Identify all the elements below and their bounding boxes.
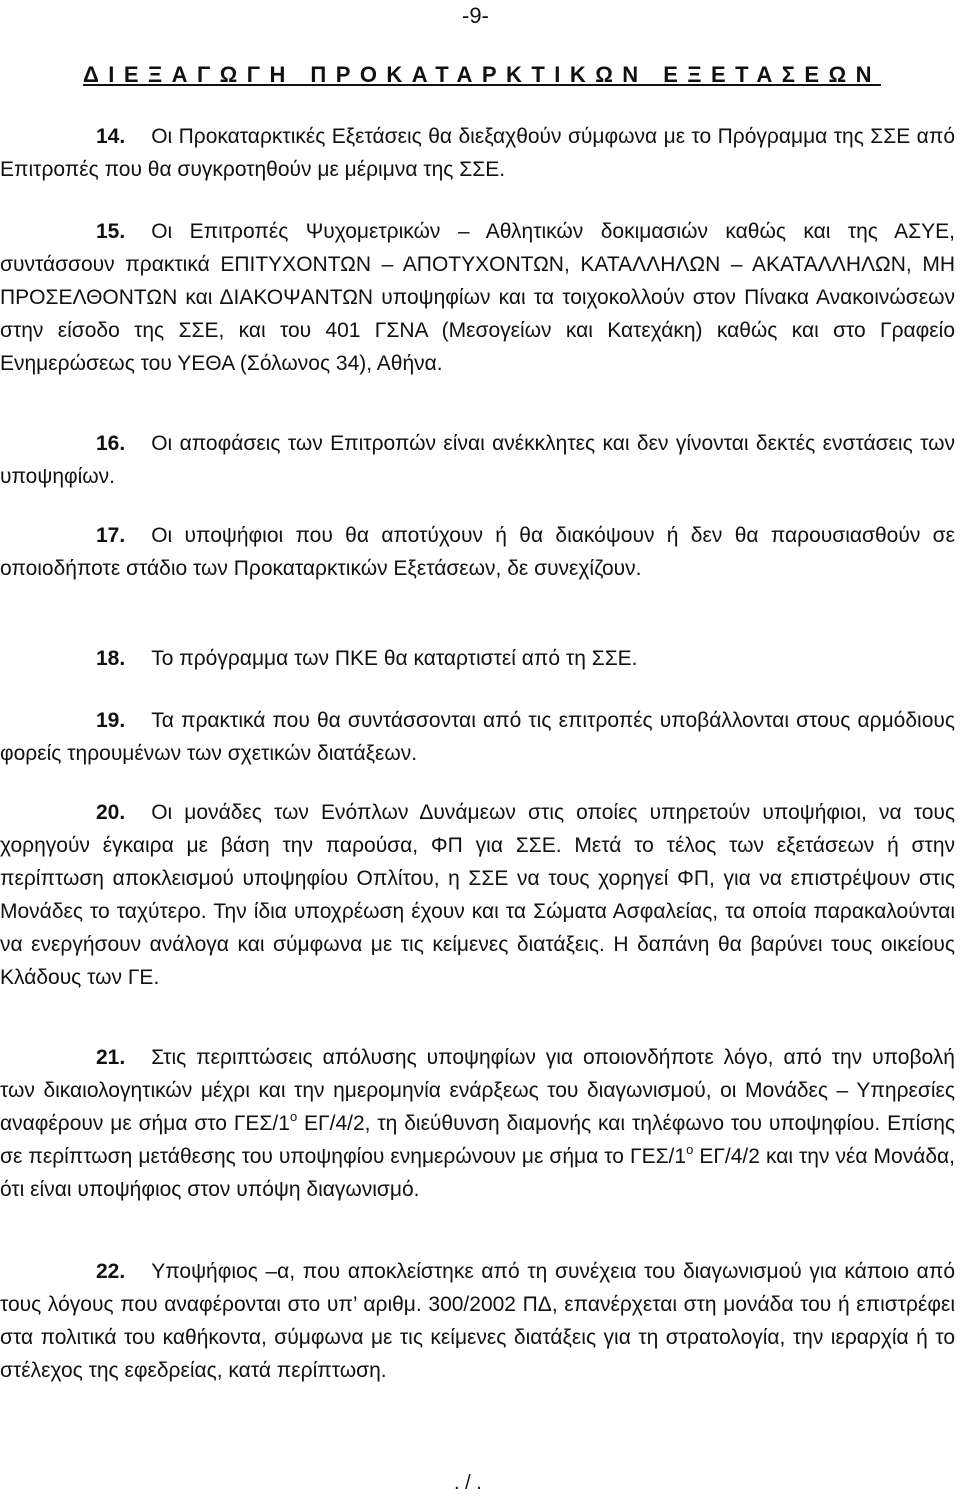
section-heading: ΔΙΕΞΑΓΩΓΗ ΠΡΟΚΑΤΑΡΚΤΙΚΩΝ ΕΞΕΤΑΣΕΩΝ — [83, 62, 881, 87]
paragraph-text: Οι υποψήφιοι που θα αποτύχουν ή θα διακόψουν ή δεν θα παρουσιασθούν σε οποιοδήποτε στάδιο των Προκαταρκτικών Εξετάσεων, δε συνεχίζουν. — [0, 524, 955, 580]
paragraph-number: 14. — [96, 125, 126, 148]
paragraph-text: Το πρόγραμμα των ΠΚΕ θα καταρτιστεί από τη ΣΣΕ. — [151, 647, 638, 670]
paragraph-text: Οι Προκαταρκτικές Εξετάσεις θα διεξαχθούν σύμφωνα με το Πρόγραμμα της ΣΣΕ από Επιτροπές που θα συγκροτηθούν με μέριμνα της ΣΣΕ. — [0, 125, 955, 181]
paragraph-text: Οι αποφάσεις των Επιτροπών είναι ανέκκλητες και δεν γίνονται δεκτές ενστάσεις των υποψηφίων. — [0, 432, 955, 488]
paragraph-text: Οι μονάδες των Ενόπλων Δυνάμεων στις οποίες υπηρετούν υποψήφιοι, να τους χορηγούν έγκαιρα με βάση την παρούσα, ΦΠ για ΣΣΕ. Μετά το τέλος των εξετάσεων ή στην περίπτωση αποκλεισμού υποψηφίου Οπλίτου, η ΣΣΕ να τους χορηγεί ΦΠ, για να επιστρέψουν στις Μονάδες το ταχύτερο. Την ίδια υποχρέωση έχουν και τα Σώματα Ασφαλείας, τα οποία παρακαλούνται να ενεργήσουν ανάλογα και σύμφωνα με τις κείμενες διατάξεις. Η δαπάνη θα βαρύνει τους οικείους Κλάδους των ΓΕ. — [0, 801, 955, 989]
paragraph-22 — [0, 1255, 955, 1387]
ordinal-superscript: ο — [289, 1109, 298, 1124]
paragraph-number: 17. — [96, 524, 126, 547]
paragraph-number: 19. — [96, 709, 126, 732]
paragraph-text-c: ΕΓ/4/2 και την νέα Μονάδα, ότι είναι υποψήφιος στον υπόψη διαγωνισμό. — [0, 1145, 955, 1201]
paragraph-number: 21. — [96, 1046, 126, 1069]
paragraph-20 — [0, 796, 955, 994]
paragraph-text: Τα πρακτικά που θα συντάσσονται από τις επιτροπές υποβάλλονται στους αρμόδιους φορείς τηρουμένων των σχετικών διατάξεων. — [0, 709, 955, 765]
paragraph-15 — [0, 215, 955, 380]
paragraph-number: 16. — [96, 432, 126, 455]
paragraph-number: 20. — [96, 801, 126, 824]
paragraph-text-b: ΕΓ/4/2, τη διεύθυνση διαμονής και τηλέφωνο του υποψηφίου. Επίσης σε περίπτωση μετάθεσης του υποψηφίου ενημερώνουν με σήμα το ΓΕΣ/1 — [0, 1112, 955, 1168]
paragraph-number: 22. — [96, 1260, 126, 1283]
paragraph-17 — [0, 519, 955, 585]
paragraph-text: Υποψήφιος –α, που αποκλείστηκε από τη συνέχεια του διαγωνισμού για κάποιο από τους λόγους που αναφέρονται στο υπ’ αριθμ. 300/2002 ΠΔ, επανέρχεται στη μονάδα του ή επιστρέφει στα πολιτικά του καθήκοντα, σύμφωνα με τις κείμενες διατάξεις για τη στρατολογία, την ιεραρχία ή το στέλεχος της εφεδρείας, κατά περίπτωση. — [0, 1260, 955, 1382]
page-number: -9- — [462, 3, 489, 28]
paragraph-text: Οι Επιτροπές Ψυχομετρικών – Αθλητικών δοκιμασιών καθώς και της ΑΣΥΕ, συντάσσουν πρακτικά ΕΠΙΤΥΧΟΝΤΩΝ – ΑΠΟΤΥΧΟΝΤΩΝ, ΚΑΤΑΛΛΗΛΩΝ – ΑΚΑΤΑΛΛΗΛΩΝ, ΜΗ ΠΡΟΣΕΛΘΟΝΤΩΝ και ΔΙΑΚΟΨΑΝΤΩΝ υποψηφίων και τα τοιχοκολλούν στον Πίνακα Ανακοινώσεων στην είσοδο της ΣΣΕ, και του 401 ΓΣΝΑ (Μεσογείων και Κατεχάκη) καθώς και στο Γραφείο Ενημερώσεως του ΥΕΘΑ (Σόλωνος 34), Αθήνα. — [0, 220, 955, 375]
paragraph-14 — [0, 120, 955, 186]
paragraph-19 — [0, 704, 955, 770]
ordinal-superscript: ο — [686, 1142, 694, 1157]
paragraph-16 — [0, 427, 955, 493]
page-continuation-marker: . / . — [454, 1472, 482, 1494]
paragraph-number: 18. — [96, 647, 126, 670]
paragraph-21 — [0, 1041, 955, 1206]
paragraph-number: 15. — [96, 220, 126, 243]
paragraph-18 — [0, 642, 955, 675]
paragraph-text-a: Στις περιπτώσεις απόλυσης υποψηφίων για οποιονδήποτε λόγο, από την υποβολή των δικαιολογητικών μέχρι και την ημερομηνία ενάρξεως του διαγωνισμού, οι Μονάδες – Υπηρεσίες αναφέρουν με σήμα στο ΓΕΣ/1 — [0, 1046, 955, 1135]
